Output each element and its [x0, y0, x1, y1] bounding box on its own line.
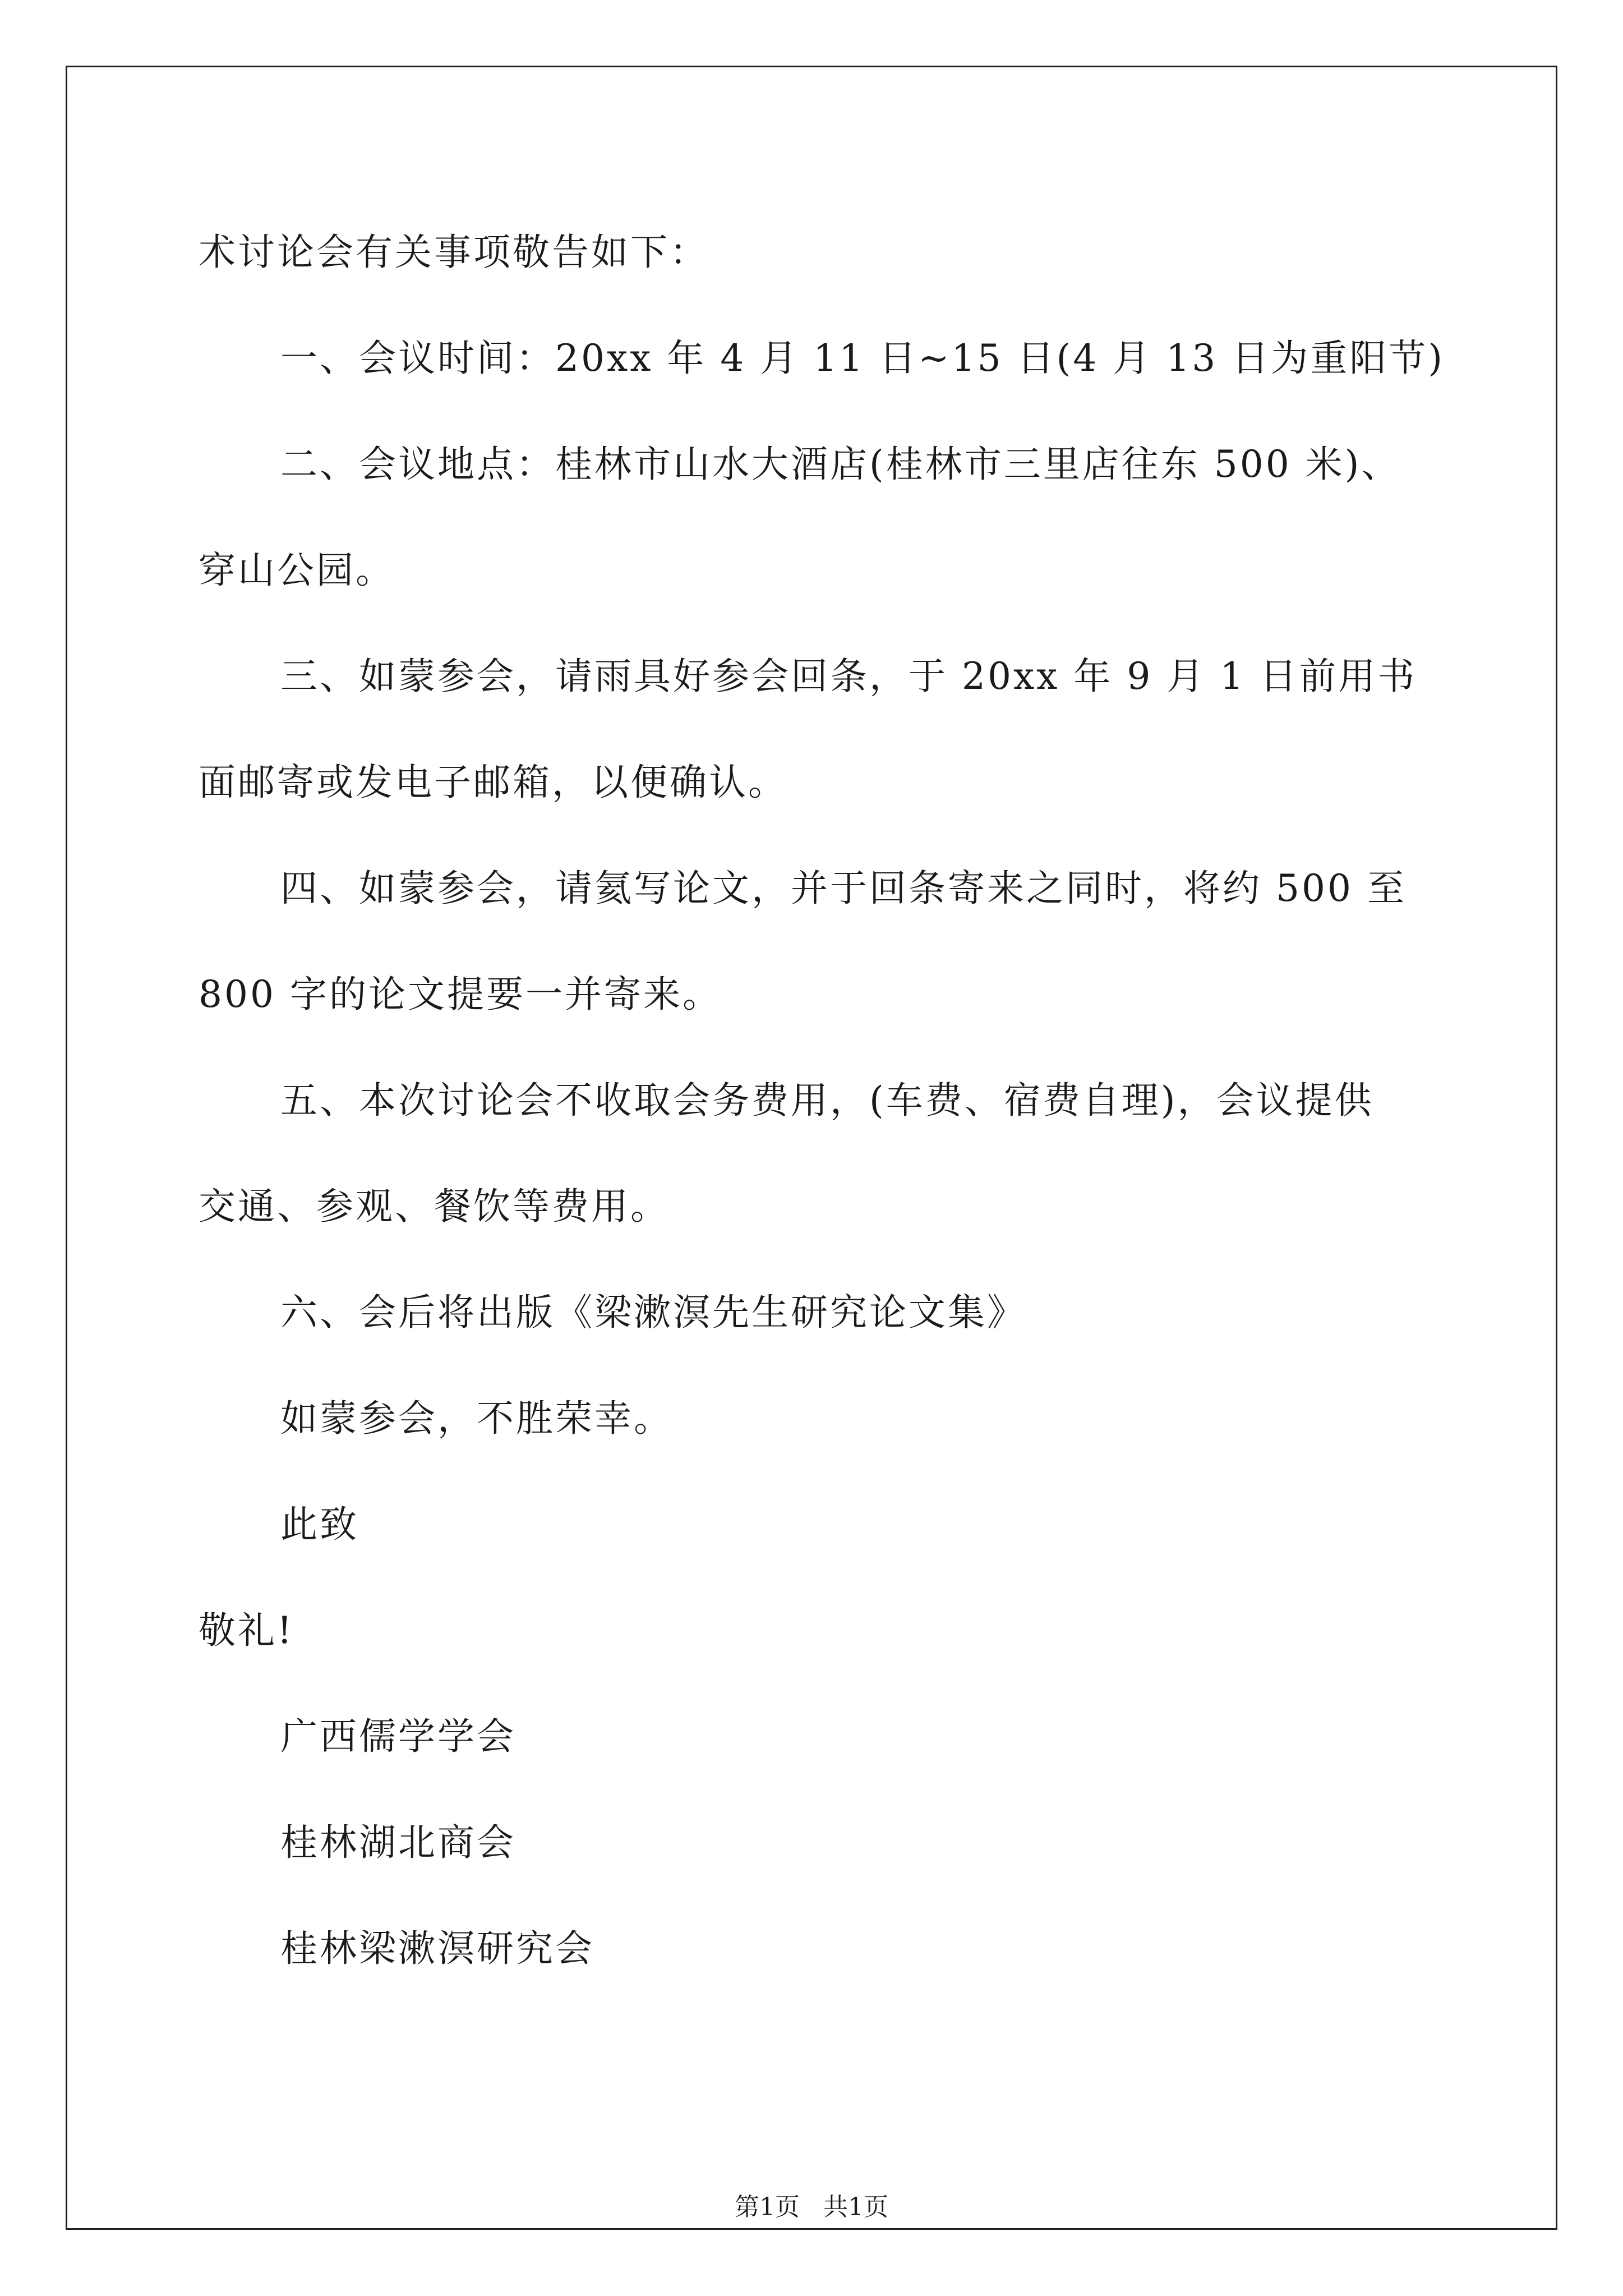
text-line: 三、如蒙参会，请雨具好参会回条，于 20xx 年 9 月 1 日前用书 [280, 655, 1417, 698]
text-line: 交通、参观、餐饮等费用。 [199, 1185, 670, 1228]
text-line: 穿山公园。 [199, 549, 395, 592]
text-line: 四、如蒙参会，请氦写论文，并于回条寄来之同时，将约 500 至 [280, 867, 1407, 910]
text-line: 桂林梁漱溟研究会 [280, 1927, 594, 1970]
text-line: 六、会后将出版《梁漱溟先生研究论文集》 [280, 1291, 1026, 1334]
text-line: 800 字的论文提要一并寄来。 [199, 973, 722, 1016]
page-footer: 第1页 共1页 [735, 2193, 888, 2221]
text-line: 此致 [280, 1503, 359, 1546]
text-line: 敬礼! [199, 1609, 294, 1652]
text-line: 一、会议时间：20xx 年 4 月 11 日~15 日(4 月 13 日为重阳节) [280, 337, 1445, 380]
text-line: 如蒙参会，不胜荣幸。 [280, 1397, 673, 1440]
text-line: 术讨论会有关事项敬告如下： [199, 231, 709, 274]
text-line: 桂林湖北商会 [280, 1821, 516, 1864]
page-border [66, 66, 1557, 2230]
text-line: 广西儒学学会 [280, 1715, 516, 1758]
text-line: 面邮寄或发电子邮箱，以便确认。 [199, 761, 787, 804]
text-line: 二、会议地点：桂林市山水大酒店(桂林市三里店往东 500 米)、 [280, 443, 1401, 486]
text-line: 五、本次讨论会不收取会务费用，(车费、宿费自理)，会议提供 [280, 1079, 1374, 1122]
